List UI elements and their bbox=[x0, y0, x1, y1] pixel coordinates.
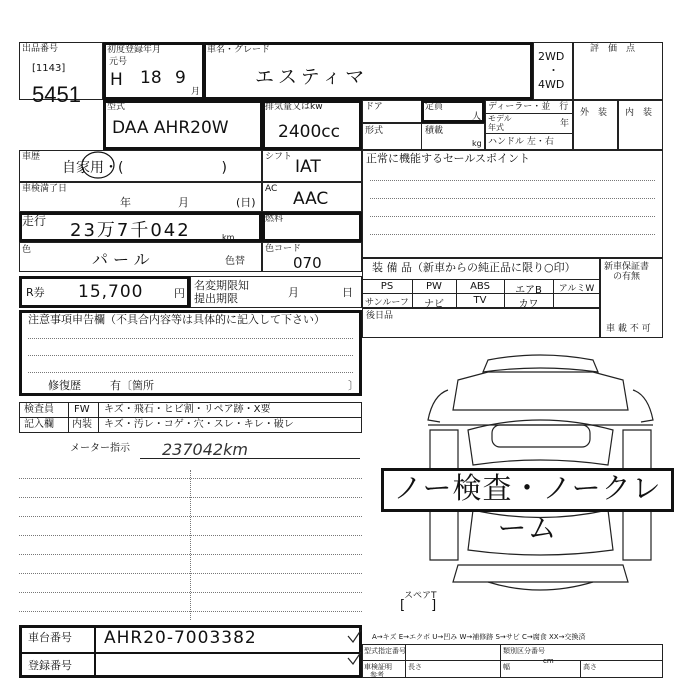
height-label: 高さ bbox=[583, 663, 597, 671]
inspector-fw: FW bbox=[74, 404, 90, 415]
month-value: 9 bbox=[175, 68, 186, 88]
era-value: H bbox=[110, 70, 123, 90]
name-value: エスティマ bbox=[255, 66, 369, 88]
handle-label: ハンドル 左・右 bbox=[488, 137, 554, 147]
warranty-label: 新車保証書 の有無 bbox=[604, 262, 650, 282]
reg-label: 登録番号 bbox=[28, 659, 72, 672]
later-box bbox=[362, 308, 600, 338]
exterior-label: 外 装 bbox=[580, 108, 608, 118]
model-year-label: モデル 年式 bbox=[488, 114, 512, 132]
equip-pw: PW bbox=[426, 281, 442, 292]
ac-label: AC bbox=[265, 184, 278, 194]
shift-label: シフト bbox=[265, 152, 293, 162]
model-label: 型式 bbox=[107, 102, 126, 112]
load-unit: kg bbox=[472, 139, 482, 148]
inspector-label-1: 検査員 bbox=[24, 404, 54, 415]
repair-close: 〕 bbox=[348, 379, 359, 392]
disp-label: 排気量又はkw bbox=[265, 102, 323, 112]
mileage-label: 走行 bbox=[22, 214, 47, 228]
month-unit: 月 bbox=[191, 87, 201, 97]
ref-label: 参考 bbox=[370, 671, 384, 679]
vin-label: 車台番号 bbox=[28, 631, 72, 644]
spare-label: スペアT bbox=[404, 591, 437, 601]
recycle-label: R券 bbox=[26, 286, 45, 299]
fuel-label: 燃料 bbox=[265, 214, 284, 224]
shape-label: 形式 bbox=[365, 126, 384, 136]
equip-leather: カワ bbox=[518, 299, 539, 310]
load-label: 積載 bbox=[425, 126, 444, 136]
dealer-label: ディーラー・並 行 bbox=[488, 102, 569, 112]
usage-label: 車歴 bbox=[22, 152, 41, 162]
mileage-value: 23万7千042 bbox=[70, 220, 191, 241]
eval-label: 評 価 点 bbox=[590, 44, 636, 54]
drive-4wd: 4WD bbox=[538, 78, 565, 91]
meter-label: メーター指示 bbox=[70, 443, 130, 454]
inspector-label-2: 記入欄 bbox=[24, 419, 54, 430]
length-label: 長さ bbox=[408, 663, 422, 671]
inspection-cert-label: 車検証明 bbox=[364, 663, 392, 671]
repair-label: 修復歴 bbox=[48, 379, 81, 392]
equip-alumi: アルミW bbox=[558, 284, 595, 294]
later-label: 後日品 bbox=[366, 311, 394, 321]
disp-value: 2400cc bbox=[278, 122, 340, 142]
repair-value: 有〔箇所 bbox=[110, 379, 154, 392]
transfer-label: 名変期限知 提出期限 bbox=[194, 279, 249, 305]
inspector-naiso-items: キズ・汚レ・コゲ・穴・スレ・キレ・破レ bbox=[104, 419, 294, 430]
lot-code: [1143] bbox=[32, 63, 66, 74]
points-label: 正常に機能するセールスポイント bbox=[366, 152, 531, 165]
shift-value: IAT bbox=[295, 157, 321, 177]
inspector-naiso: 内装 bbox=[72, 419, 92, 430]
transfer-day: 日 bbox=[342, 286, 353, 299]
first-reg-label: 初度登録年月 bbox=[107, 45, 162, 55]
equip-navi: ナビ bbox=[424, 299, 444, 310]
points-box bbox=[362, 150, 663, 258]
form-no-label: 型式指定番号 bbox=[364, 647, 406, 655]
equip-airbag: エアB bbox=[515, 285, 542, 296]
warranty-status: 車 載 不 可 bbox=[606, 324, 651, 334]
vin-value: AHR20-7003382 bbox=[104, 628, 257, 648]
model-year-unit: 年 bbox=[560, 119, 570, 129]
spare-bracket: [ ] bbox=[400, 598, 437, 613]
door-label: ドア bbox=[365, 102, 383, 112]
typeno-label: 類別区分番号 bbox=[503, 647, 545, 655]
cm-label: cm bbox=[543, 657, 554, 665]
mileage-unit: km bbox=[222, 233, 235, 242]
no-claim-stamp-text: ノー検査・ノークレーム bbox=[393, 471, 662, 545]
lot-label: 出品番号 bbox=[22, 44, 59, 54]
ac-value: AAC bbox=[293, 189, 329, 209]
inspection-month: 月 bbox=[178, 196, 189, 209]
legend-text: A→キズ E→エクボ U→凹み W→補修跡 S→サビ C→腐食 XX→交換済 bbox=[372, 633, 586, 641]
recycle-unit: 円 bbox=[174, 287, 185, 300]
interior-label: 内 装 bbox=[625, 108, 653, 118]
color-change-label: 色替 bbox=[225, 256, 245, 267]
width-label: 幅 bbox=[503, 663, 510, 671]
model-value: DAA AHR20W bbox=[112, 118, 229, 138]
equip-ps: PS bbox=[380, 281, 394, 292]
meter-value: 237042km bbox=[162, 440, 248, 459]
equip-tv: TV bbox=[473, 295, 487, 306]
inspection-day: (日) bbox=[236, 196, 256, 209]
color-code-value: 070 bbox=[293, 254, 322, 272]
notes-label: 注意事項申告欄（不具合内容等は具体的に記入して下さい） bbox=[28, 313, 325, 326]
drive-dot: ・ bbox=[548, 64, 559, 77]
inspection-label: 車検満了日 bbox=[22, 184, 68, 194]
equip-abs: ABS bbox=[470, 281, 490, 292]
name-label: 車名・グレード bbox=[207, 45, 271, 55]
usage-circle bbox=[80, 150, 116, 180]
inspection-year: 年 bbox=[120, 196, 131, 209]
lot-number: 5451 bbox=[32, 82, 81, 107]
color-value: パール bbox=[92, 250, 155, 269]
inspector-fw-items: キズ・飛石・ヒビ割・リペア跡・X要 bbox=[104, 404, 271, 415]
color-label: 色 bbox=[22, 245, 32, 255]
drive-2wd: 2WD bbox=[538, 50, 565, 63]
color-code-label: 色コード bbox=[265, 244, 302, 254]
era-label: 元号 bbox=[109, 57, 128, 67]
equip-sunroof: サンルーフ bbox=[365, 298, 409, 308]
equipment-title: 装 備 品（新車からの純正品に限り○印） bbox=[372, 261, 576, 274]
recycle-value: 15,700 bbox=[78, 282, 144, 302]
cap-label: 定員 bbox=[425, 102, 444, 112]
year-value: 18 bbox=[140, 68, 162, 88]
cap-unit: 人 bbox=[472, 112, 482, 122]
usage-value: 自家用・( ) bbox=[62, 160, 227, 176]
transfer-month: 月 bbox=[288, 286, 299, 299]
